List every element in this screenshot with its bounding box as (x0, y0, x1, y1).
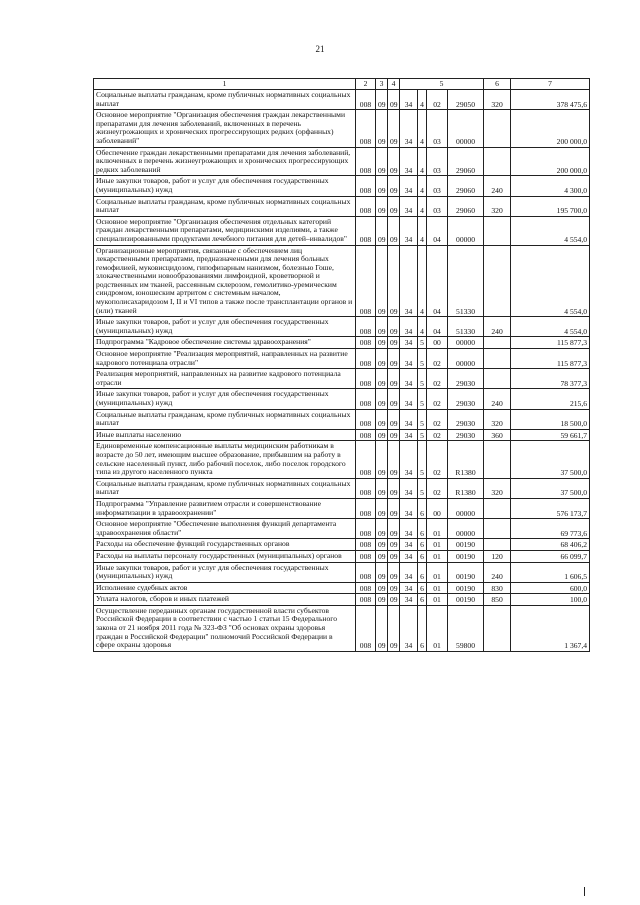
row-subsection-code: 09 (388, 498, 400, 518)
row-description: Единовременные компенсационные выплаты медицинским работникам в возрасте до 50 лет, имеющим высшее образование, прибывшим на работу в сельские населенный пункт, либо рабочий поселок, либо поселок городского типа из другого населенного пункта (94, 441, 356, 478)
header-row (94, 79, 590, 90)
table-row (94, 441, 590, 478)
row-ministry-code: 008 (356, 478, 376, 498)
row-ministry-code: 008 (356, 349, 376, 369)
row-description: Подпрограмма "Управление развитием отрасли и совершенствование информатизации в здравоохранении" (94, 498, 356, 518)
row-measure-code: 02 (427, 90, 448, 110)
row-direction-code: 29060 (448, 196, 484, 216)
row-amount: 215,6 (511, 389, 590, 409)
table-row (94, 337, 590, 349)
row-measure-code: 03 (427, 176, 448, 196)
row-amount: 37 500,0 (511, 478, 590, 498)
row-section-code: 09 (376, 110, 388, 147)
row-ministry-code: 008 (356, 429, 376, 441)
table-row (94, 498, 590, 518)
row-subprogram-code: 6 (418, 550, 427, 562)
table-row (94, 429, 590, 441)
row-amount: 600,0 (511, 582, 590, 594)
row-subsection-code: 09 (388, 582, 400, 594)
row-program-code: 34 (400, 498, 418, 518)
row-ministry-code: 008 (356, 605, 376, 651)
row-program-code: 34 (400, 562, 418, 582)
row-expense-type (484, 539, 511, 551)
row-measure-code: 02 (427, 349, 448, 369)
row-direction-code: 29030 (448, 369, 484, 389)
row-ministry-code: 008 (356, 110, 376, 147)
row-measure-code: 03 (427, 147, 448, 176)
row-direction-code: 29060 (448, 176, 484, 196)
row-subprogram-code: 6 (418, 562, 427, 582)
row-expense-type: 240 (484, 562, 511, 582)
row-direction-code: 00190 (448, 550, 484, 562)
row-direction-code: 59800 (448, 605, 484, 651)
row-measure-code: 02 (427, 369, 448, 389)
row-measure-code: 01 (427, 582, 448, 594)
row-ministry-code: 008 (356, 176, 376, 196)
row-description: Иные выплаты населению (94, 429, 356, 441)
row-subsection-code: 09 (388, 605, 400, 651)
row-amount: 1 367,4 (511, 605, 590, 651)
row-description: Обеспечение граждан лекарственными препаратами для лечения заболеваний, включенных в перечень жизнеугрожающих и хронических прогрессирующих редких заболеваний (94, 147, 356, 176)
row-description: Реализация мероприятий, направленных на развитие кадрового потенциала отрасли (94, 369, 356, 389)
row-program-code: 34 (400, 349, 418, 369)
row-section-code: 09 (376, 389, 388, 409)
table-row (94, 317, 590, 337)
row-expense-type (484, 605, 511, 651)
row-subsection-code: 09 (388, 110, 400, 147)
row-amount: 115 877,3 (511, 349, 590, 369)
row-subsection-code: 09 (388, 196, 400, 216)
row-description: Уплата налогов, сборов и иных платежей (94, 594, 356, 606)
row-section-code: 09 (376, 550, 388, 562)
row-measure-code: 00 (427, 498, 448, 518)
row-section-code: 09 (376, 498, 388, 518)
header-col-1: 1 (94, 79, 356, 90)
row-subsection-code: 09 (388, 337, 400, 349)
row-expense-type: 120 (484, 550, 511, 562)
table-row (94, 90, 590, 110)
row-subprogram-code: 4 (418, 196, 427, 216)
row-program-code: 34 (400, 317, 418, 337)
table-row (94, 216, 590, 245)
row-description: Иные закупки товаров, работ и услуг для обеспечения государственных (муниципальных) нужд (94, 389, 356, 409)
row-subprogram-code: 5 (418, 409, 427, 429)
row-subprogram-code: 5 (418, 349, 427, 369)
row-measure-code: 01 (427, 605, 448, 651)
row-expense-type: 240 (484, 176, 511, 196)
row-expense-type (484, 216, 511, 245)
page-edge-mark (584, 887, 585, 896)
row-section-code: 09 (376, 176, 388, 196)
row-subsection-code: 09 (388, 478, 400, 498)
row-program-code: 34 (400, 582, 418, 594)
row-section-code: 09 (376, 196, 388, 216)
row-subprogram-code: 4 (418, 245, 427, 317)
row-ministry-code: 008 (356, 582, 376, 594)
row-expense-type (484, 147, 511, 176)
row-measure-code: 00 (427, 337, 448, 349)
row-subsection-code: 09 (388, 441, 400, 478)
row-program-code: 34 (400, 110, 418, 147)
row-section-code: 09 (376, 594, 388, 606)
row-expense-type (484, 349, 511, 369)
row-description: Основное мероприятие "Организация обеспечения отдельных категорий граждан лекарственными препаратами, медицинскими изделиями, а также специализированными продуктами лечебного питания для детей–инвалидов" (94, 216, 356, 245)
row-direction-code: R1380 (448, 478, 484, 498)
row-ministry-code: 008 (356, 369, 376, 389)
row-ministry-code: 008 (356, 519, 376, 539)
row-direction-code: 00190 (448, 594, 484, 606)
row-direction-code: 29030 (448, 409, 484, 429)
row-subprogram-code: 5 (418, 441, 427, 478)
row-description: Расходы на выплаты персоналу государственных (муниципальных) органов (94, 550, 356, 562)
row-measure-code: 02 (427, 478, 448, 498)
row-program-code: 34 (400, 539, 418, 551)
row-expense-type (484, 441, 511, 478)
row-description: Иные закупки товаров, работ и услуг для обеспечения государственных (муниципальных) нужд (94, 176, 356, 196)
row-description: Основное мероприятие "Обеспечение выполнения функций департамента здравоохранения области" (94, 519, 356, 539)
row-section-code: 09 (376, 409, 388, 429)
row-measure-code: 04 (427, 245, 448, 317)
row-description: Исполнение судебных актов (94, 582, 356, 594)
row-ministry-code: 008 (356, 562, 376, 582)
row-direction-code: 00000 (448, 349, 484, 369)
row-direction-code: 00000 (448, 337, 484, 349)
row-section-code: 09 (376, 216, 388, 245)
row-ministry-code: 008 (356, 245, 376, 317)
row-subsection-code: 09 (388, 245, 400, 317)
row-section-code: 09 (376, 369, 388, 389)
row-subprogram-code: 6 (418, 605, 427, 651)
row-amount: 195 700,0 (511, 196, 590, 216)
row-section-code: 09 (376, 429, 388, 441)
row-amount: 37 500,0 (511, 441, 590, 478)
row-subprogram-code: 4 (418, 317, 427, 337)
row-ministry-code: 008 (356, 594, 376, 606)
row-subsection-code: 09 (388, 176, 400, 196)
row-measure-code: 03 (427, 110, 448, 147)
row-measure-code: 02 (427, 441, 448, 478)
row-direction-code: 29030 (448, 389, 484, 409)
row-program-code: 34 (400, 196, 418, 216)
table-row (94, 478, 590, 498)
row-direction-code: 00000 (448, 110, 484, 147)
row-amount: 4 554,0 (511, 317, 590, 337)
row-subsection-code: 09 (388, 550, 400, 562)
row-program-code: 34 (400, 216, 418, 245)
table-row (94, 594, 590, 606)
row-subsection-code: 09 (388, 409, 400, 429)
row-subprogram-code: 4 (418, 176, 427, 196)
row-ministry-code: 008 (356, 550, 376, 562)
row-subprogram-code: 5 (418, 389, 427, 409)
row-subsection-code: 09 (388, 90, 400, 110)
table-row (94, 409, 590, 429)
row-direction-code: 51330 (448, 245, 484, 317)
row-direction-code: 00190 (448, 582, 484, 594)
row-amount: 378 475,6 (511, 90, 590, 110)
row-subprogram-code: 5 (418, 337, 427, 349)
row-program-code: 34 (400, 519, 418, 539)
row-measure-code: 01 (427, 562, 448, 582)
row-expense-type: 320 (484, 196, 511, 216)
row-expense-type: 360 (484, 429, 511, 441)
row-expense-type (484, 369, 511, 389)
row-measure-code: 01 (427, 594, 448, 606)
header-col-5: 5 (400, 79, 484, 90)
row-direction-code: R1380 (448, 441, 484, 478)
row-amount: 78 377,3 (511, 369, 590, 389)
row-subsection-code: 09 (388, 429, 400, 441)
page-number: 21 (315, 44, 325, 54)
row-subsection-code: 09 (388, 594, 400, 606)
row-expense-type (484, 245, 511, 317)
row-expense-type (484, 110, 511, 147)
row-subsection-code: 09 (388, 317, 400, 337)
row-expense-type (484, 498, 511, 518)
row-measure-code: 02 (427, 429, 448, 441)
row-subsection-code: 09 (388, 216, 400, 245)
row-ministry-code: 008 (356, 539, 376, 551)
row-subsection-code: 09 (388, 147, 400, 176)
row-subprogram-code: 5 (418, 369, 427, 389)
table-row (94, 582, 590, 594)
row-direction-code: 51330 (448, 317, 484, 337)
row-amount: 4 300,0 (511, 176, 590, 196)
row-amount: 18 500,0 (511, 409, 590, 429)
row-section-code: 09 (376, 582, 388, 594)
row-direction-code: 00190 (448, 539, 484, 551)
row-measure-code: 04 (427, 317, 448, 337)
row-measure-code: 01 (427, 519, 448, 539)
row-expense-type: 830 (484, 582, 511, 594)
row-section-code: 09 (376, 245, 388, 317)
row-program-code: 34 (400, 429, 418, 441)
row-amount: 115 877,3 (511, 337, 590, 349)
row-expense-type: 320 (484, 90, 511, 110)
row-direction-code: 29050 (448, 90, 484, 110)
row-ministry-code: 008 (356, 441, 376, 478)
row-measure-code: 01 (427, 550, 448, 562)
row-program-code: 34 (400, 90, 418, 110)
row-subprogram-code: 4 (418, 147, 427, 176)
row-direction-code: 29030 (448, 429, 484, 441)
row-ministry-code: 008 (356, 389, 376, 409)
table-row (94, 605, 590, 651)
row-description: Социальные выплаты гражданам, кроме публичных нормативных социальных выплат (94, 90, 356, 110)
row-direction-code: 00000 (448, 519, 484, 539)
row-section-code: 09 (376, 562, 388, 582)
table-row (94, 349, 590, 369)
table-row (94, 562, 590, 582)
row-direction-code: 00000 (448, 498, 484, 518)
row-subprogram-code: 6 (418, 498, 427, 518)
row-amount: 200 000,0 (511, 110, 590, 147)
row-program-code: 34 (400, 550, 418, 562)
row-program-code: 34 (400, 441, 418, 478)
row-subprogram-code: 5 (418, 478, 427, 498)
row-amount: 68 406,2 (511, 539, 590, 551)
row-ministry-code: 008 (356, 409, 376, 429)
row-subprogram-code: 6 (418, 539, 427, 551)
row-ministry-code: 008 (356, 90, 376, 110)
row-subsection-code: 09 (388, 562, 400, 582)
row-description: Иные закупки товаров, работ и услуг для обеспечения государственных (муниципальных) нужд (94, 562, 356, 582)
row-amount: 1 606,5 (511, 562, 590, 582)
row-description: Социальные выплаты гражданам, кроме публичных нормативных социальных выплат (94, 196, 356, 216)
row-description: Организационные мероприятия, связанные с обеспечением лиц лекарственными препаратами, предназначенными для лечения больных гемофилией, муковисцидозом, гипофизарным нанизмом, болезнью Гоше, злокачественными новообразованиями лимфоидной, кроветворной и родственных им тканей, рассеянным склерозом, гемолитико-уремическим синдромом, юношеским артритом с системным началом, мукополисахаридозом I, II и VI типов а также после трансплантации органов и (или) тканей (94, 245, 356, 317)
row-subsection-code: 09 (388, 369, 400, 389)
row-section-code: 09 (376, 147, 388, 176)
row-expense-type: 850 (484, 594, 511, 606)
row-description: Основное мероприятие "Реализация мероприятий, направленных на развитие кадрового потенциала отрасли" (94, 349, 356, 369)
row-ministry-code: 008 (356, 317, 376, 337)
row-amount: 69 773,6 (511, 519, 590, 539)
table-row (94, 176, 590, 196)
table-row (94, 550, 590, 562)
row-expense-type: 240 (484, 317, 511, 337)
row-expense-type: 240 (484, 389, 511, 409)
row-expense-type (484, 337, 511, 349)
row-program-code: 34 (400, 389, 418, 409)
row-program-code: 34 (400, 176, 418, 196)
row-program-code: 34 (400, 147, 418, 176)
row-section-code: 09 (376, 349, 388, 369)
row-measure-code: 02 (427, 409, 448, 429)
row-section-code: 09 (376, 478, 388, 498)
row-subprogram-code: 5 (418, 429, 427, 441)
row-program-code: 34 (400, 369, 418, 389)
row-ministry-code: 008 (356, 147, 376, 176)
row-section-code: 09 (376, 539, 388, 551)
budget-table (93, 78, 590, 652)
row-direction-code: 00000 (448, 216, 484, 245)
row-subprogram-code: 4 (418, 216, 427, 245)
row-subprogram-code: 6 (418, 594, 427, 606)
row-program-code: 34 (400, 337, 418, 349)
row-description: Социальные выплаты гражданам, кроме публичных нормативных социальных выплат (94, 409, 356, 429)
row-subprogram-code: 4 (418, 110, 427, 147)
row-description: Расходы на обеспечение функций государственных органов (94, 539, 356, 551)
row-expense-type (484, 519, 511, 539)
row-program-code: 34 (400, 245, 418, 317)
row-expense-type: 320 (484, 478, 511, 498)
header-col-2: 2 (356, 79, 376, 90)
row-description: Социальные выплаты гражданам, кроме публичных нормативных социальных выплат (94, 478, 356, 498)
row-description: Иные закупки товаров, работ и услуг для обеспечения государственных (муниципальных) нужд (94, 317, 356, 337)
row-direction-code: 29060 (448, 147, 484, 176)
row-subsection-code: 09 (388, 519, 400, 539)
row-direction-code: 00190 (448, 562, 484, 582)
row-program-code: 34 (400, 605, 418, 651)
row-description: Осуществление переданных органам государственной власти субъектов Российской Федерации в соответствии с частью 1 статьи 15 Федерального закона от 21 ноября 2011 года № 323-ФЗ "Об основах охраны здоровья граждан в Российской Федерации" полномочий Российской Федерации в сфере охраны здоровья (94, 605, 356, 651)
row-program-code: 34 (400, 478, 418, 498)
row-subsection-code: 09 (388, 389, 400, 409)
row-expense-type: 320 (484, 409, 511, 429)
row-ministry-code: 008 (356, 196, 376, 216)
row-amount: 59 661,7 (511, 429, 590, 441)
row-ministry-code: 008 (356, 498, 376, 518)
row-measure-code: 03 (427, 196, 448, 216)
row-amount: 4 554,0 (511, 245, 590, 317)
row-description: Подпрограмма "Кадровое обеспечение системы здравоохранения" (94, 337, 356, 349)
table-row (94, 147, 590, 176)
row-section-code: 09 (376, 605, 388, 651)
table-row (94, 245, 590, 317)
row-program-code: 34 (400, 594, 418, 606)
row-amount: 4 554,0 (511, 216, 590, 245)
header-col-6: 6 (484, 79, 511, 90)
row-measure-code: 01 (427, 539, 448, 551)
row-subprogram-code: 4 (418, 90, 427, 110)
table-row (94, 369, 590, 389)
row-section-code: 09 (376, 519, 388, 539)
table-row (94, 110, 590, 147)
row-description: Основное мероприятие "Организация обеспечения граждан лекарственными препаратами для лечения заболеваний, включенных в перечень жизнеугрожающих и хронических прогрессирующих редких (орфанных) заболеваний" (94, 110, 356, 147)
table-row (94, 539, 590, 551)
header-col-7: 7 (511, 79, 590, 90)
row-subprogram-code: 6 (418, 519, 427, 539)
row-measure-code: 04 (427, 216, 448, 245)
table-row (94, 389, 590, 409)
table-row (94, 196, 590, 216)
row-amount: 66 099,7 (511, 550, 590, 562)
row-amount: 200 000,0 (511, 147, 590, 176)
row-amount: 576 173,7 (511, 498, 590, 518)
header-col-3: 3 (376, 79, 388, 90)
row-amount: 100,0 (511, 594, 590, 606)
row-measure-code: 02 (427, 389, 448, 409)
row-section-code: 09 (376, 337, 388, 349)
row-ministry-code: 008 (356, 337, 376, 349)
row-section-code: 09 (376, 441, 388, 478)
row-ministry-code: 008 (356, 216, 376, 245)
row-subsection-code: 09 (388, 539, 400, 551)
row-subsection-code: 09 (388, 349, 400, 369)
row-section-code: 09 (376, 90, 388, 110)
table-row (94, 519, 590, 539)
row-section-code: 09 (376, 317, 388, 337)
header-col-4: 4 (388, 79, 400, 90)
row-subprogram-code: 6 (418, 582, 427, 594)
row-program-code: 34 (400, 409, 418, 429)
